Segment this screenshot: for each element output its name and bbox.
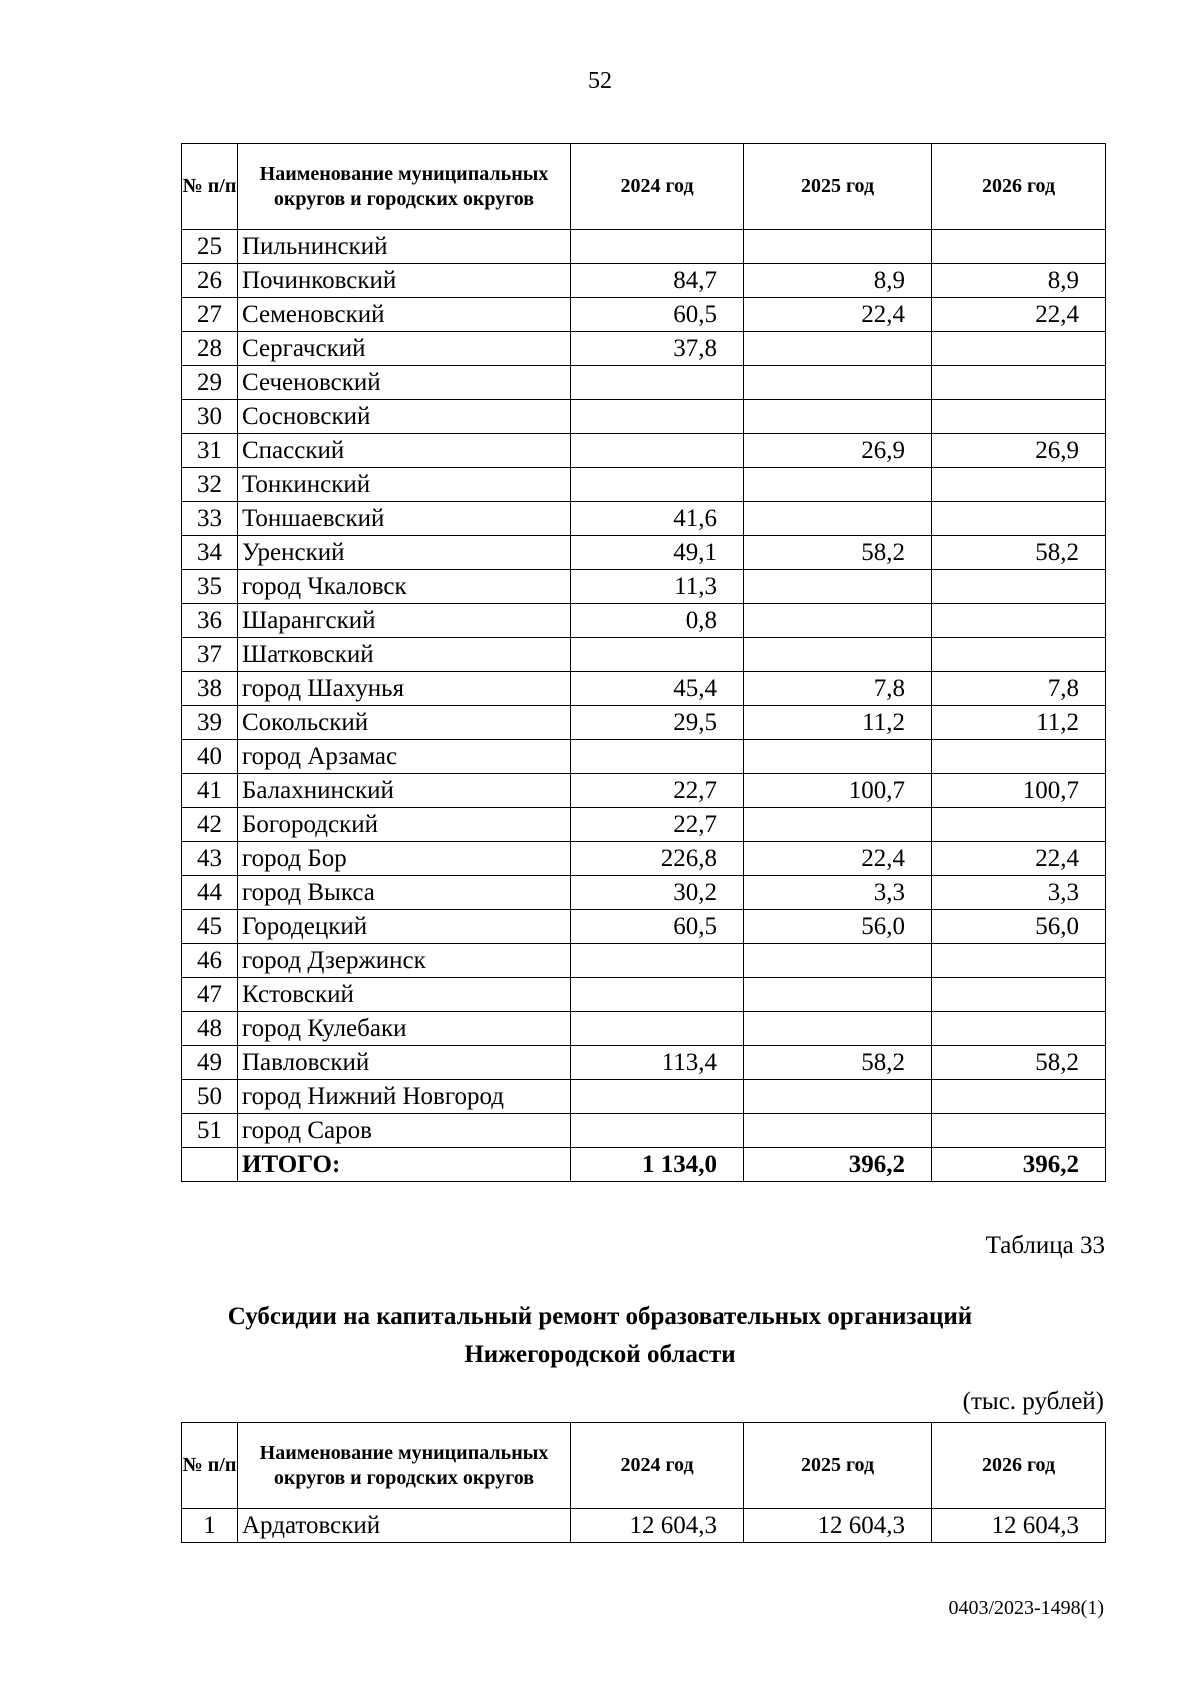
value-2024 xyxy=(571,434,744,468)
value-2024: 226,8 xyxy=(571,842,744,876)
header-num: № п/п xyxy=(182,1423,238,1509)
value-2024 xyxy=(571,366,744,400)
value-2026: 58,2 xyxy=(932,536,1106,570)
row-num: 28 xyxy=(182,332,238,366)
row-name: Тоншаевский xyxy=(238,502,571,536)
value-2024: 22,7 xyxy=(571,774,744,808)
value-2025 xyxy=(744,400,932,434)
table-title xyxy=(0,1298,1200,1374)
value-2026 xyxy=(932,1012,1106,1046)
row-name: Пильнинский xyxy=(238,230,571,264)
row-num: 37 xyxy=(182,638,238,672)
table-row xyxy=(182,706,1106,740)
table-row xyxy=(182,1012,1106,1046)
value-2026: 26,9 xyxy=(932,434,1106,468)
value-2024 xyxy=(571,944,744,978)
value-2024 xyxy=(571,400,744,434)
value-2026 xyxy=(932,978,1106,1012)
table-row xyxy=(182,944,1106,978)
row-name: Сеченовский xyxy=(238,366,571,400)
row-num: 25 xyxy=(182,230,238,264)
value-2026 xyxy=(932,638,1106,672)
row-name: Спасский xyxy=(238,434,571,468)
table-label: Таблица 33 xyxy=(985,1232,1105,1259)
row-num: 40 xyxy=(182,740,238,774)
document-code: 0403/2023-1498(1) xyxy=(948,1597,1104,1619)
value-2024: 0,8 xyxy=(571,604,744,638)
row-name: Павловский xyxy=(238,1046,571,1080)
table-row xyxy=(182,468,1106,502)
row-name: Сосновский xyxy=(238,400,571,434)
header-num: № п/п xyxy=(182,144,238,230)
row-name: Семеновский xyxy=(238,298,571,332)
row-name: город Арзамас xyxy=(238,740,571,774)
row-num: 46 xyxy=(182,944,238,978)
row-num: 47 xyxy=(182,978,238,1012)
row-name: город Шахунья xyxy=(238,672,571,706)
value-2025 xyxy=(744,366,932,400)
row-name: Тонкинский xyxy=(238,468,571,502)
table-row xyxy=(182,434,1106,468)
table-row xyxy=(182,230,1106,264)
row-name: Городецкий xyxy=(238,910,571,944)
value-2025 xyxy=(744,808,932,842)
value-2024 xyxy=(571,1114,744,1148)
table-row xyxy=(182,774,1106,808)
table-row xyxy=(182,978,1106,1012)
row-name: Шатковский xyxy=(238,638,571,672)
table-row xyxy=(182,910,1106,944)
table-row xyxy=(182,1114,1106,1148)
value-2026: 22,4 xyxy=(932,298,1106,332)
table-row xyxy=(182,570,1106,604)
value-2026 xyxy=(932,366,1106,400)
value-2026: 12 604,3 xyxy=(932,1509,1106,1543)
value-2026: 8,9 xyxy=(932,264,1106,298)
table-row xyxy=(182,842,1106,876)
value-2024: 113,4 xyxy=(571,1046,744,1080)
value-2026 xyxy=(932,740,1106,774)
table-row xyxy=(182,876,1106,910)
value-2026 xyxy=(932,502,1106,536)
row-num: 33 xyxy=(182,502,238,536)
row-name: город Кулебаки xyxy=(238,1012,571,1046)
subsidy-table-32 xyxy=(181,143,1106,1182)
row-num: 48 xyxy=(182,1012,238,1046)
row-num: 1 xyxy=(182,1509,238,1543)
value-2025 xyxy=(744,1012,932,1046)
value-2025: 8,9 xyxy=(744,264,932,298)
total-2026: 396,2 xyxy=(932,1148,1106,1182)
total-2025: 396,2 xyxy=(744,1148,932,1182)
row-num: 44 xyxy=(182,876,238,910)
value-2025: 22,4 xyxy=(744,298,932,332)
value-2024 xyxy=(571,638,744,672)
value-2025: 22,4 xyxy=(744,842,932,876)
total-2024: 1 134,0 xyxy=(571,1148,744,1182)
table-row xyxy=(182,332,1106,366)
value-2025 xyxy=(744,230,932,264)
value-2026: 11,2 xyxy=(932,706,1106,740)
table-row xyxy=(182,264,1106,298)
row-name: город Чкаловск xyxy=(238,570,571,604)
row-name: Сокольский xyxy=(238,706,571,740)
table-title-line1: Субсидии на капитальный ремонт образовательных организаций xyxy=(227,1303,973,1330)
table-row xyxy=(182,400,1106,434)
row-name: Кстовский xyxy=(238,978,571,1012)
value-2026 xyxy=(932,468,1106,502)
total-row xyxy=(182,1148,1106,1182)
value-2024: 30,2 xyxy=(571,876,744,910)
value-2026 xyxy=(932,570,1106,604)
value-2026 xyxy=(932,1080,1106,1114)
row-num: 41 xyxy=(182,774,238,808)
row-name: Уренский xyxy=(238,536,571,570)
value-2025 xyxy=(744,944,932,978)
value-2024: 29,5 xyxy=(571,706,744,740)
value-2024 xyxy=(571,468,744,502)
table-row xyxy=(182,502,1106,536)
value-2025 xyxy=(744,468,932,502)
total-num xyxy=(182,1148,238,1182)
value-2024: 45,4 xyxy=(571,672,744,706)
value-2024 xyxy=(571,230,744,264)
row-name: Богородский xyxy=(238,808,571,842)
header-name: Наименование муниципальных округов и городских округов xyxy=(238,1423,571,1509)
value-2024: 37,8 xyxy=(571,332,744,366)
row-num: 45 xyxy=(182,910,238,944)
value-2025 xyxy=(744,502,932,536)
table-row xyxy=(182,808,1106,842)
value-2026 xyxy=(932,604,1106,638)
subsidy-table-33 xyxy=(181,1422,1106,1543)
value-2024: 60,5 xyxy=(571,298,744,332)
row-num: 35 xyxy=(182,570,238,604)
row-num: 36 xyxy=(182,604,238,638)
value-2025 xyxy=(744,740,932,774)
header-2026: 2026 год xyxy=(932,144,1106,230)
header-2024: 2024 год xyxy=(571,144,744,230)
value-2025: 56,0 xyxy=(744,910,932,944)
row-num: 38 xyxy=(182,672,238,706)
header-2026: 2026 год xyxy=(932,1423,1106,1509)
units-label: (тыс. рублей) xyxy=(962,1388,1104,1415)
table-row xyxy=(182,536,1106,570)
table-row xyxy=(182,638,1106,672)
row-num: 51 xyxy=(182,1114,238,1148)
row-num: 43 xyxy=(182,842,238,876)
value-2025: 58,2 xyxy=(744,536,932,570)
value-2026: 58,2 xyxy=(932,1046,1106,1080)
table-title-line2: Нижегородской области xyxy=(464,1341,736,1368)
value-2024 xyxy=(571,1012,744,1046)
row-num: 30 xyxy=(182,400,238,434)
row-name: Ардатовский xyxy=(238,1509,571,1543)
row-name: Починковский xyxy=(238,264,571,298)
value-2024: 84,7 xyxy=(571,264,744,298)
row-name: город Нижний Новгород xyxy=(238,1080,571,1114)
row-num: 31 xyxy=(182,434,238,468)
row-num: 42 xyxy=(182,808,238,842)
value-2024: 11,3 xyxy=(571,570,744,604)
value-2026 xyxy=(932,332,1106,366)
value-2024 xyxy=(571,740,744,774)
value-2024 xyxy=(571,978,744,1012)
row-num: 50 xyxy=(182,1080,238,1114)
value-2024: 49,1 xyxy=(571,536,744,570)
value-2024: 12 604,3 xyxy=(571,1509,744,1543)
value-2025 xyxy=(744,978,932,1012)
table-row xyxy=(182,604,1106,638)
value-2026 xyxy=(932,230,1106,264)
value-2026: 100,7 xyxy=(932,774,1106,808)
value-2026: 22,4 xyxy=(932,842,1106,876)
value-2026 xyxy=(932,1114,1106,1148)
value-2025 xyxy=(744,1114,932,1148)
value-2024: 22,7 xyxy=(571,808,744,842)
row-num: 26 xyxy=(182,264,238,298)
value-2025 xyxy=(744,570,932,604)
value-2025: 7,8 xyxy=(744,672,932,706)
value-2026 xyxy=(932,400,1106,434)
value-2024 xyxy=(571,1080,744,1114)
value-2026: 56,0 xyxy=(932,910,1106,944)
table-row xyxy=(182,1046,1106,1080)
row-num: 32 xyxy=(182,468,238,502)
header-2024: 2024 год xyxy=(571,1423,744,1509)
value-2025 xyxy=(744,332,932,366)
value-2025 xyxy=(744,1080,932,1114)
page-number: 52 xyxy=(588,68,612,94)
table-row xyxy=(182,1509,1106,1543)
value-2026 xyxy=(932,808,1106,842)
value-2026: 3,3 xyxy=(932,876,1106,910)
header-name: Наименование муниципальных округов и городских округов xyxy=(238,144,571,230)
header-2025: 2025 год xyxy=(744,1423,932,1509)
value-2025: 3,3 xyxy=(744,876,932,910)
row-name: Шарангский xyxy=(238,604,571,638)
table-row xyxy=(182,1080,1106,1114)
value-2024: 41,6 xyxy=(571,502,744,536)
table-row xyxy=(182,298,1106,332)
row-num: 39 xyxy=(182,706,238,740)
value-2025: 11,2 xyxy=(744,706,932,740)
table-row xyxy=(182,672,1106,706)
row-num: 49 xyxy=(182,1046,238,1080)
row-name: Балахнинский xyxy=(238,774,571,808)
value-2025: 26,9 xyxy=(744,434,932,468)
value-2025 xyxy=(744,638,932,672)
row-name: город Бор xyxy=(238,842,571,876)
row-name: Сергачский xyxy=(238,332,571,366)
header-2025: 2025 год xyxy=(744,144,932,230)
value-2025: 12 604,3 xyxy=(744,1509,932,1543)
row-name: город Выкса xyxy=(238,876,571,910)
table-row xyxy=(182,740,1106,774)
value-2025: 100,7 xyxy=(744,774,932,808)
row-num: 27 xyxy=(182,298,238,332)
row-name: город Дзержинск xyxy=(238,944,571,978)
value-2026: 7,8 xyxy=(932,672,1106,706)
value-2024: 60,5 xyxy=(571,910,744,944)
value-2026 xyxy=(932,944,1106,978)
value-2025 xyxy=(744,604,932,638)
row-name: город Саров xyxy=(238,1114,571,1148)
value-2025: 58,2 xyxy=(744,1046,932,1080)
table-row xyxy=(182,366,1106,400)
total-label: ИТОГО: xyxy=(238,1148,571,1182)
row-num: 34 xyxy=(182,536,238,570)
row-num: 29 xyxy=(182,366,238,400)
